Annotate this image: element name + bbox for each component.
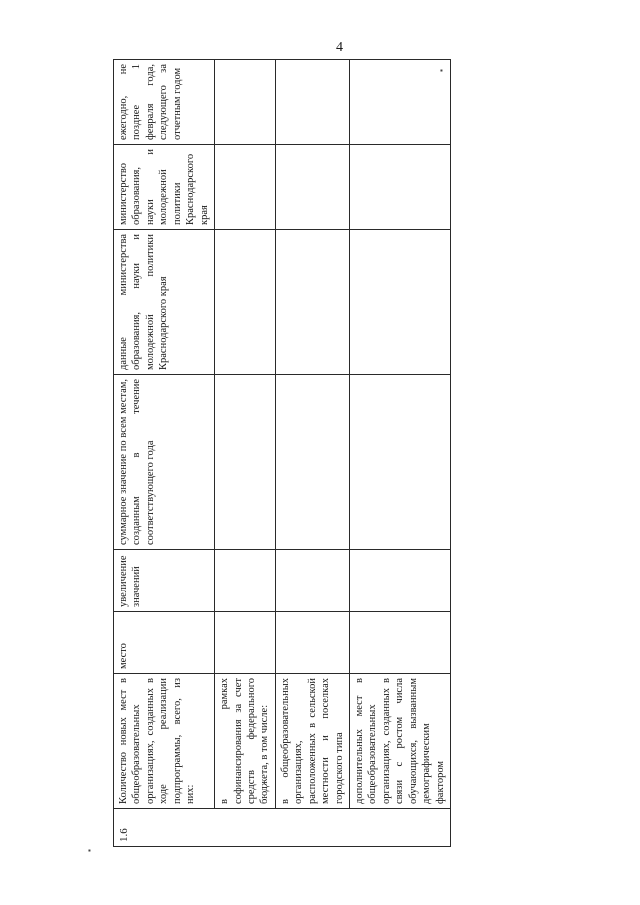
table-row [114, 60, 215, 847]
unit-cell: место [114, 612, 215, 674]
indicator-table-rotated [113, 60, 446, 847]
empty-cell [350, 145, 451, 230]
indicator-name: Количество новых мест в общеобразовательных организациях, созданных в ходе реализации подпрограммы, всего, из них: [114, 674, 215, 809]
empty-cell [215, 550, 276, 612]
empty-cell [275, 145, 349, 230]
empty-cell [350, 60, 451, 145]
empty-cell [275, 230, 349, 375]
direction-cell: увеличение значений [114, 550, 215, 612]
empty-cell [350, 612, 451, 674]
empty-cell [215, 375, 276, 550]
empty-cell [275, 550, 349, 612]
empty-cell [350, 375, 451, 550]
empty-cell [215, 230, 276, 375]
empty-cell [215, 60, 276, 145]
empty-cell [215, 145, 276, 230]
page-number: 4 [336, 40, 343, 55]
empty-cell [350, 230, 451, 375]
empty-cell [215, 612, 276, 674]
method-cell: суммарное значение по всем местам, созданным в течение соответствующего года [114, 375, 215, 550]
indicator-name: в общеобразовательных организациях, расположенных в сельской местности и поселках городского типа [275, 674, 349, 809]
responsible-cell: министерство образования, науки и молодежной политики Краснодарского края [114, 145, 215, 230]
scan-mark: ▪ [88, 846, 91, 855]
empty-cell [350, 550, 451, 612]
scan-mark: ▪ [440, 66, 443, 75]
table-row [275, 60, 349, 847]
source-cell: данные министерства образования, науки и молодежной политики Краснодарского края [114, 230, 215, 375]
indicator-name: дополнительных мест в общеобразовательных организациях, созданных в связи с ростом числа обучающихся, вызванным демографическим фактором [350, 674, 451, 809]
table-row [215, 60, 276, 847]
indicator-table-container [113, 60, 446, 847]
indicator-table [113, 59, 451, 847]
empty-cell [275, 60, 349, 145]
deadline-cell: ежегодно, не позднее 1 февраля года, следующего за отчетным годом [114, 60, 215, 145]
empty-cell [275, 375, 349, 550]
table-row [350, 60, 451, 847]
indicator-name: в рамках софинансирования за счет средств федерального бюджета, в том числе: [215, 674, 276, 809]
row-number: 1.6 [114, 809, 451, 847]
empty-cell [275, 612, 349, 674]
